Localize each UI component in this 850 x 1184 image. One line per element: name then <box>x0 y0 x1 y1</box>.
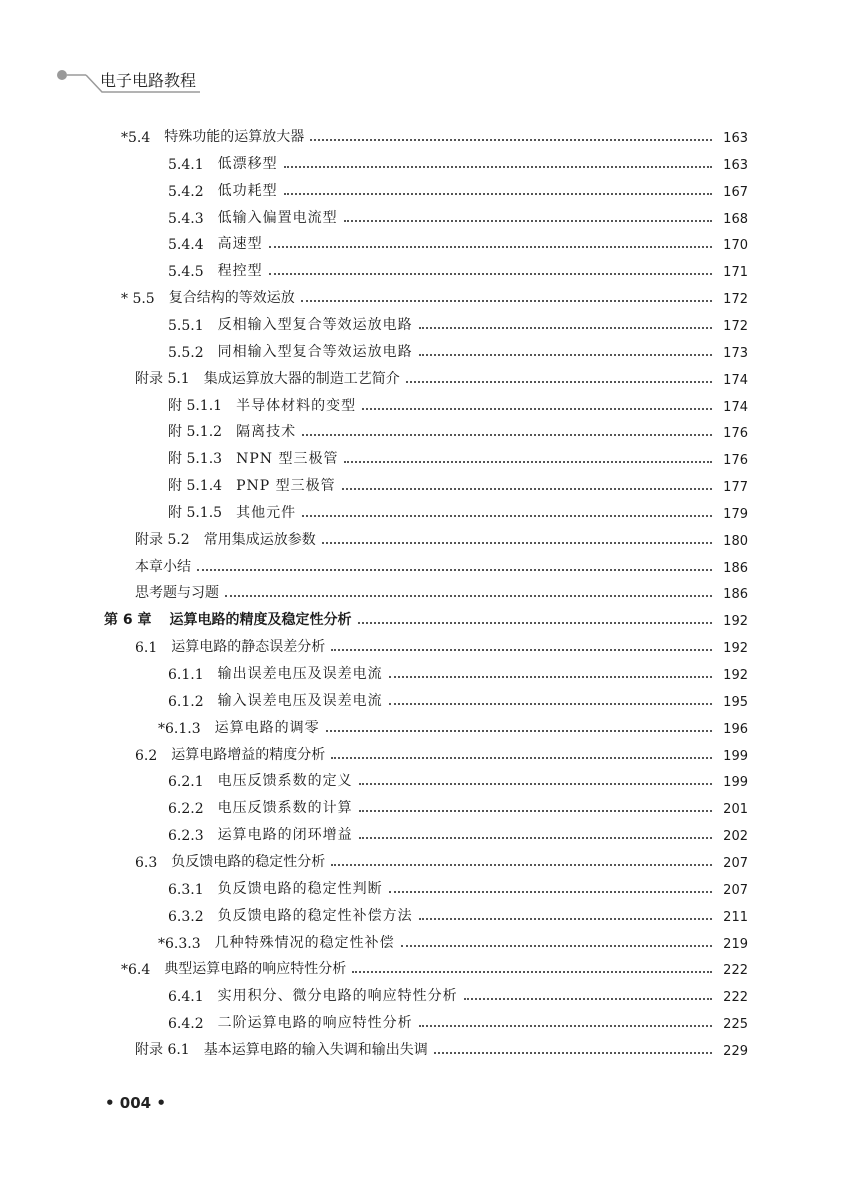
toc-entry-number: 5.4.3 <box>168 210 204 227</box>
dot-leader <box>326 730 712 732</box>
dot-leader <box>389 891 712 893</box>
dot-leader <box>269 273 712 275</box>
dot-leader <box>464 998 712 1000</box>
toc-entry-number: 附 5.1.3 <box>168 451 223 468</box>
toc-entry[interactable] <box>168 496 748 522</box>
toc-entry-number: 附录 5.2 <box>135 531 190 548</box>
toc-entry-number: * 5.5 <box>121 291 155 308</box>
toc-entry-number: 6.2.1 <box>168 774 204 791</box>
toc-entry[interactable] <box>121 952 748 978</box>
toc-entry-number: 6.3.1 <box>168 881 204 898</box>
toc-entry-page: 225 <box>723 1017 748 1033</box>
toc-entry-title: 运算电路的精度及稳定性分析 <box>169 612 352 629</box>
toc-entry-title: 其他元件 <box>236 504 297 521</box>
toc-entry-title: PNP 型三极管 <box>236 478 336 495</box>
dot-leader <box>331 649 712 651</box>
toc-entry-page: 192 <box>723 668 748 683</box>
dot-leader <box>301 300 712 302</box>
toc-entry-title: 运算电路的静态误差分析 <box>171 639 326 656</box>
toc-entry[interactable] <box>168 308 748 334</box>
toc-entry-page: 195 <box>723 694 748 710</box>
toc-entry[interactable] <box>168 415 748 441</box>
toc-entry-number: *5.4 <box>121 130 151 146</box>
toc-entry-page: 171 <box>723 265 748 281</box>
toc-entry-title: 同相输入型复合等效运放电路 <box>217 343 413 360</box>
dot-leader <box>401 945 712 947</box>
toc-entry-number: 5.5.1 <box>168 317 204 334</box>
toc-entry-number: *6.4 <box>121 962 151 979</box>
toc-entry-title: 输出误差电压及误差电流 <box>217 666 383 682</box>
dot-leader <box>419 1025 712 1027</box>
toc-entry-page: 177 <box>723 480 748 496</box>
toc-entry[interactable] <box>168 469 748 495</box>
toc-entry-title: 集成运算放大器的制造工艺简介 <box>203 370 400 387</box>
toc-entry-number: 5.5.2 <box>168 344 204 361</box>
toc-entry-title: 高速型 <box>217 236 263 253</box>
toc-entry-page: 172 <box>723 292 748 308</box>
toc-entry-number: 附录 6.1 <box>135 1041 190 1058</box>
toc-entry-number: 6.1.1 <box>168 667 204 683</box>
toc-entry[interactable] <box>168 174 748 200</box>
toc-entry-number: 附录 5.1 <box>135 370 190 387</box>
toc-entry[interactable] <box>168 979 748 1005</box>
toc-entry[interactable] <box>168 147 748 173</box>
toc-entry-title: 低功耗型 <box>217 182 278 199</box>
toc-entry-page: 174 <box>723 399 748 415</box>
running-header <box>0 60 300 100</box>
dot-leader <box>359 783 712 785</box>
dot-leader <box>406 381 712 383</box>
toc-entry-title: 隔离技术 <box>236 424 297 441</box>
toc-entry[interactable] <box>168 201 748 227</box>
dot-leader <box>359 810 712 812</box>
dot-leader <box>284 193 712 195</box>
toc-entry-title: NPN 型三极管 <box>236 451 339 468</box>
toc-entry[interactable] <box>135 1033 748 1059</box>
dot-leader <box>359 837 712 839</box>
toc-entry[interactable] <box>135 630 748 656</box>
toc-entry-number: 6.2 <box>135 747 158 764</box>
toc-entry[interactable] <box>168 684 748 710</box>
dot-leader <box>358 622 713 624</box>
dot-leader <box>419 354 712 356</box>
toc-entry-page: 170 <box>723 238 748 254</box>
toc-entry[interactable] <box>168 1006 748 1032</box>
dot-leader <box>419 918 712 920</box>
toc-entry-page: 222 <box>723 963 748 979</box>
toc-entry-page: 176 <box>723 426 748 442</box>
toc-entry-page: 207 <box>723 855 748 871</box>
dot-leader <box>197 569 712 571</box>
toc-entry[interactable] <box>168 254 748 280</box>
toc-entry-title: 负反馈电路的稳定性补偿方法 <box>217 907 413 924</box>
toc-entry[interactable] <box>168 335 748 361</box>
toc-entry-number: 6.3 <box>135 854 158 871</box>
toc-entry-number: 6.1 <box>135 640 158 657</box>
dot-leader <box>302 515 712 517</box>
toc-entry[interactable] <box>168 818 748 844</box>
toc-entry-title: 反相输入型复合等效运放电路 <box>217 316 413 333</box>
toc-entry[interactable] <box>135 576 748 602</box>
toc-entry-number: 6.4.1 <box>168 989 204 1006</box>
toc-entry-page: 202 <box>723 829 748 845</box>
toc-entry-page: 163 <box>723 157 748 173</box>
toc-entry-number: 5.4.1 <box>168 156 204 173</box>
toc-entry[interactable] <box>135 845 748 871</box>
toc-entry[interactable] <box>104 603 748 629</box>
toc-entry-number: 附 5.1.5 <box>168 504 223 521</box>
toc-entry[interactable] <box>168 657 748 683</box>
toc-entry-title: 运算电路增益的精度分析 <box>171 746 326 763</box>
toc-entry-page: 219 <box>723 936 748 952</box>
dot-leader <box>419 327 712 329</box>
toc-entry-number: *6.3.3 <box>158 935 201 952</box>
toc-entry-page: 201 <box>723 802 748 818</box>
toc-entry[interactable] <box>121 120 748 146</box>
dot-leader <box>389 703 712 705</box>
toc-entry-title: 负反馈电路的稳定性分析 <box>171 853 326 870</box>
dot-leader <box>389 676 712 678</box>
toc-entry-title: 典型运算电路的响应特性分析 <box>164 961 347 978</box>
toc-entry-page: 207 <box>723 882 748 898</box>
toc-entry-number: 5.4.5 <box>168 264 204 281</box>
dot-leader <box>284 166 712 168</box>
toc-entry-title: 思考题与习题 <box>135 585 219 602</box>
dot-leader <box>352 971 712 973</box>
toc-entry[interactable] <box>168 227 748 253</box>
toc-entry-title: 复合结构的等效运放 <box>168 290 295 307</box>
toc-entry-number: 附 5.1.1 <box>168 397 223 414</box>
toc-entry-page: 222 <box>723 990 748 1006</box>
toc-entry-title: 半导体材料的变型 <box>236 397 357 414</box>
toc-entry[interactable] <box>168 389 748 415</box>
toc-entry-title: 基本运算电路的输入失调和输出失调 <box>203 1041 428 1058</box>
dot-leader <box>362 408 712 410</box>
toc-entry-page: 186 <box>723 560 748 576</box>
toc-entry-page: 192 <box>723 614 748 630</box>
toc-entry-number: 6.2.2 <box>168 801 204 818</box>
toc-entry-number: 5.4.4 <box>168 237 204 254</box>
dot-leader <box>342 488 712 490</box>
toc-entry-page: 196 <box>723 721 748 737</box>
toc-entry[interactable] <box>158 926 748 952</box>
toc-entry[interactable] <box>168 872 748 898</box>
toc-entry-page: 199 <box>723 775 748 791</box>
toc-entry-page: 180 <box>723 533 748 549</box>
toc-entry-title: 低输入偏置电流型 <box>217 209 338 226</box>
toc-entry-number: 5.4.2 <box>168 183 204 200</box>
toc-entry[interactable] <box>168 899 748 925</box>
dot-leader <box>331 864 712 866</box>
toc-entry[interactable] <box>135 523 748 549</box>
dot-leader <box>434 1052 712 1054</box>
dot-leader <box>225 595 712 597</box>
toc-entry-number: *6.1.3 <box>158 720 201 737</box>
dot-leader <box>302 434 712 436</box>
toc-entry-number: 6.2.3 <box>168 828 204 845</box>
toc-entry-number: 附 5.1.4 <box>168 478 223 495</box>
toc-entry[interactable] <box>121 281 748 307</box>
toc-entry-page: 192 <box>723 641 748 657</box>
toc-entry-number: 6.3.2 <box>168 908 204 925</box>
toc-entry-title: 几种特殊情况的稳定性补偿 <box>214 934 395 951</box>
toc-entry-title: 本章小结 <box>135 558 191 575</box>
toc-entry[interactable] <box>158 711 748 737</box>
toc-entry[interactable] <box>135 738 748 764</box>
toc-entry-page: 211 <box>723 909 748 925</box>
toc-entry[interactable] <box>168 442 748 468</box>
toc-entry-title: 特殊功能的运算放大器 <box>164 129 305 145</box>
toc-entry[interactable] <box>135 362 748 388</box>
toc-entry-title: 电压反馈系数的定义 <box>217 773 353 790</box>
toc-entry-page: 199 <box>723 748 748 764</box>
toc-entry-title: 低漂移型 <box>217 155 278 172</box>
toc-entry-title: 输入误差电压及误差电流 <box>217 692 383 709</box>
toc-entry[interactable] <box>168 764 748 790</box>
toc-entry-title: 常用集成运放参数 <box>203 531 316 548</box>
toc-entry-page: 186 <box>723 587 748 603</box>
toc-entry-page: 163 <box>723 131 748 146</box>
dot-leader <box>269 246 712 248</box>
dot-leader <box>322 542 712 544</box>
toc-entry[interactable] <box>135 550 748 576</box>
toc-entry-number: 6.4.2 <box>168 1016 204 1033</box>
dot-leader <box>331 757 712 759</box>
toc-entry-title: 负反馈电路的稳定性判断 <box>217 880 383 897</box>
book-title: 电子电路教程 <box>100 71 197 90</box>
toc-entry-number: 第 6 章 <box>104 612 152 629</box>
dot-leader <box>344 461 712 463</box>
toc-entry-page: 179 <box>723 506 748 522</box>
toc-entry-number: 附 5.1.2 <box>168 424 223 441</box>
toc-entry-title: 运算电路的调零 <box>214 719 320 736</box>
toc-entry-page: 168 <box>723 211 748 227</box>
toc-entry-page: 176 <box>723 453 748 469</box>
toc-entry-title: 电压反馈系数的计算 <box>217 800 353 817</box>
dot-leader <box>344 220 712 222</box>
toc-entry-page: 172 <box>723 318 748 334</box>
page-number: • 004 • <box>105 1094 166 1112</box>
toc-entry-title: 实用积分、微分电路的响应特性分析 <box>217 988 458 1005</box>
toc-entry-page: 174 <box>723 372 748 388</box>
toc-entry-page: 173 <box>723 345 748 361</box>
toc-entry-number: 6.1.2 <box>168 693 204 710</box>
toc-entry[interactable] <box>168 791 748 817</box>
toc-entry-page: 167 <box>723 184 748 200</box>
toc-entry-title: 二阶运算电路的响应特性分析 <box>217 1015 413 1032</box>
toc-entry-title: 程控型 <box>217 263 263 280</box>
toc-entry-page: 229 <box>723 1043 748 1059</box>
toc-entry-title: 运算电路的闭环增益 <box>217 827 353 844</box>
dot-leader <box>310 139 712 141</box>
